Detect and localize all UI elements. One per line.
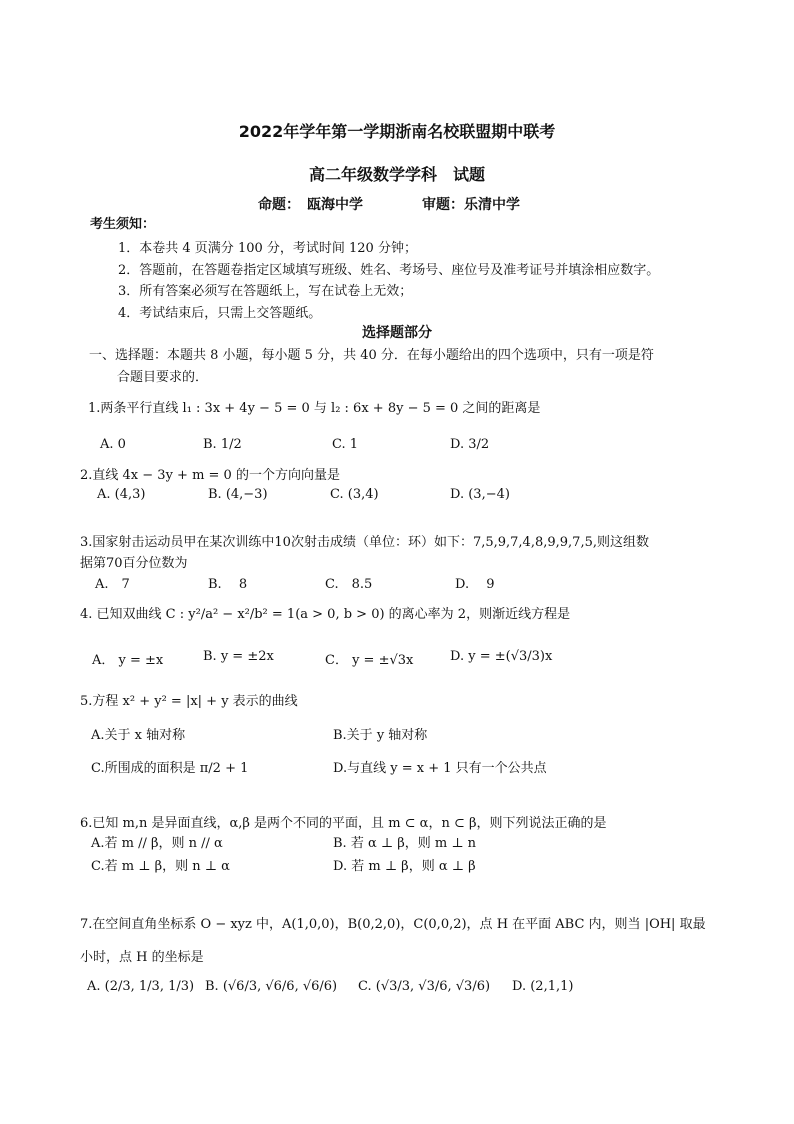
section-intro-line2: 合题目要求的． xyxy=(117,370,209,385)
notice-item: 1．本卷共 4 页满分 100 分，考试时间 120 分钟； xyxy=(118,241,417,256)
question-3-stem-line2: 据第70百分位数为 xyxy=(80,556,188,571)
question-6-option-a: A.若 m // β，则 n // α xyxy=(91,836,223,851)
question-2-option-c: C. (3,4) xyxy=(330,487,379,502)
question-6-option-b: B. 若 α ⊥ β，则 m ⊥ n xyxy=(333,836,477,851)
question-1-stem: 1.两条平行直线 l₁ : 3x + 4y − 5 = 0 与 l₂ : 6x + 8y − 5 = 0 之间的距离是 xyxy=(88,401,541,416)
exam-title: 2022年学年第一学期浙南名校联盟期中联考 xyxy=(238,122,556,141)
question-2-stem: 2.直线 4x − 3y + m = 0 的一个方向向量是 xyxy=(80,468,340,483)
question-1-option-d: D. 3/2 xyxy=(450,437,490,452)
question-7-stem-line1: 7.在空间直角坐标系 O − xyz 中，A(1,0,0)，B(0,2,0)，C(0,0,2)，点 H 在平面 ABC 内，则当 |OH| 取最 xyxy=(80,917,706,932)
question-5-option-c: C.所围成的面积是 π/2 + 1 xyxy=(91,761,249,776)
question-4-option-a: A． y = ±x xyxy=(92,653,164,668)
question-4-option-c: C． y = ±√3x xyxy=(325,653,414,668)
question-3-option-c: C. 8.5 xyxy=(325,577,373,592)
question-6-option-c: C.若 m ⊥ β，则 n ⊥ α xyxy=(91,859,230,874)
question-5-option-a: A.关于 x 轴对称 xyxy=(91,728,186,743)
notice-item: 4．考试结束后，只需上交答题纸。 xyxy=(118,306,322,321)
question-4-option-d: D. y = ±(√3/3)x xyxy=(450,649,553,664)
question-4-stem: 4. 已知双曲线 C : y²/a² − x²/b² = 1(a > 0, b > 0) 的离心率为 2，则渐近线方程是 xyxy=(80,607,571,622)
question-4-option-b: B. y = ±2x xyxy=(203,649,274,664)
question-5-option-b: B.关于 y 轴对称 xyxy=(333,728,428,743)
notice-item: 3．所有答案必须写在答题纸上，写在试卷上无效； xyxy=(118,284,413,299)
reviewer-label: 审题：乐清中学 xyxy=(422,197,520,213)
question-7-stem-line2: 小时，点 H 的坐标是 xyxy=(80,950,204,965)
question-1-option-a: A. 0 xyxy=(100,437,126,452)
question-1-option-c: C. 1 xyxy=(332,437,359,452)
question-2-option-a: A. (4,3) xyxy=(97,487,146,502)
question-3-option-b: B. 8 xyxy=(208,577,248,592)
section-intro-line1: 一、选择题：本题共 8 小题，每小题 5 分，共 40 分．在每小题给出的四个选项中，只有一项是符 xyxy=(89,348,654,363)
question-3-option-a: A. 7 xyxy=(95,577,130,592)
notice-item: 2．答题前，在答题卷指定区域填写班级、姓名、考场号、座位号及准考证号并填涂相应数字。 xyxy=(118,263,660,278)
question-6-stem: 6.已知 m,n 是异面直线，α,β 是两个不同的平面，且 m ⊂ α，n ⊂ β，则下列说法正确的是 xyxy=(80,816,607,831)
question-3-option-d: D. 9 xyxy=(455,577,495,592)
question-1-option-b: B. 1/2 xyxy=(203,437,242,452)
question-7-option-c: C. (√3/3, √3/6, √3/6) xyxy=(358,979,491,994)
question-3-stem-line1: 3.国家射击运动员甲在某次训练中10次射击成绩（单位：环）如下：7,5,9,7,4,8,9,9,7,5,则这组数 xyxy=(80,535,649,550)
question-5-option-d: D.与直线 y = x + 1 只有一个公共点 xyxy=(333,761,547,776)
question-7-option-b: B. (√6/3, √6/6, √6/6) xyxy=(205,979,338,994)
question-6-option-d: D. 若 m ⊥ β，则 α ⊥ β xyxy=(333,859,476,874)
exam-subtitle: 高二年级数学学科 试题 xyxy=(308,165,485,184)
question-7-option-a: A. (2/3, 1/3, 1/3) xyxy=(87,979,195,994)
question-2-option-b: B. (4,−3) xyxy=(208,487,268,502)
question-5-stem: 5.方程 x² + y² = |x| + y 表示的曲线 xyxy=(80,694,298,709)
section-heading: 选择题部分 xyxy=(362,325,432,341)
question-2-option-d: D. (3,−4) xyxy=(450,487,510,502)
notice-heading: 考生须知： xyxy=(90,217,156,232)
question-7-option-d: D. (2,1,1) xyxy=(512,979,574,994)
proposer-label: 命题： 瓯海中学 xyxy=(258,197,363,213)
